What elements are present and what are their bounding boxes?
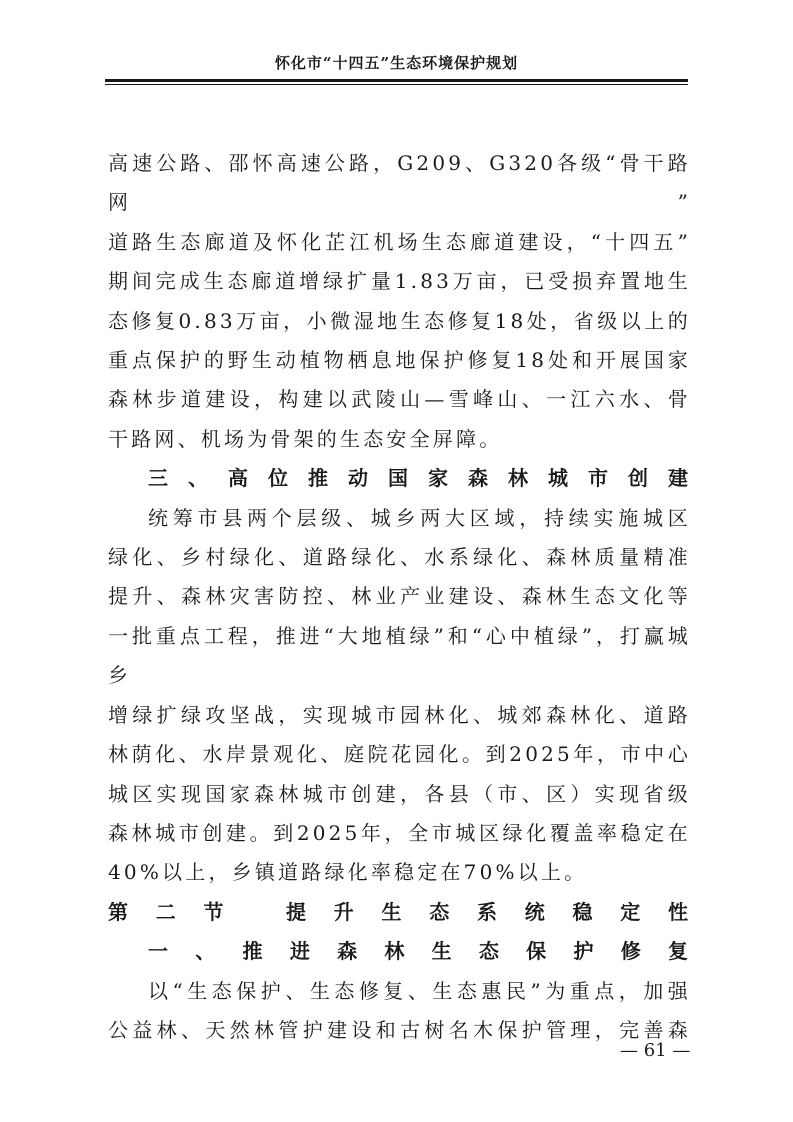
- text-line: 林荫化、水岸景观化、庭院花园化。到2025年，市中心: [108, 742, 691, 767]
- page-number: — 61 —: [620, 1040, 691, 1061]
- text-line: 重点保护的野生动植物栖息地保护修复18处和开展国家: [108, 348, 691, 373]
- text-line: 高速公路、邵怀高速公路，G209、G320各级“骨干路网”: [108, 151, 691, 215]
- running-header: 怀化市“十四五”生态环境保护规划: [274, 54, 519, 72]
- text-line: 提升、森林灾害防控、林业产业建设、森林生态文化等: [108, 584, 691, 609]
- text-line: 增绿扩绿攻坚战，实现城市园林化、城郊森林化、道路: [108, 702, 691, 727]
- text-line: 态修复0.83万亩，小微湿地生态修复18处，省级以上的: [108, 308, 691, 333]
- text-line: 森林步道建设，构建以武陵山—雪峰山、一江六水、骨: [108, 387, 691, 412]
- text-line: 城区实现国家森林城市创建，各县（市、区）实现省级: [108, 781, 691, 806]
- body-text: [108, 144, 691, 1050]
- header-rule-thin: [105, 84, 688, 85]
- text-line: 40%以上，乡镇道路绿化率稳定在70%以上。: [108, 860, 588, 885]
- text-line: 绿化、乡村绿化、道路绿化、水系绿化、森林质量精准: [108, 545, 691, 570]
- subheading: 三、高位推动国家森林城市创建: [148, 466, 691, 491]
- text-line: 统筹市县两个层级、城乡两大区域，持续实施城区: [148, 505, 691, 530]
- text-line: 以“生态保护、生态修复、生态惠民”为重点，加强: [148, 978, 691, 1003]
- text-line: 干路网、机场为骨架的生态安全屏障。: [108, 426, 503, 451]
- text-line: 公益林、天然林管护建设和古树名木保护管理，完善森: [108, 1017, 691, 1042]
- subheading: 一、推进森林生态保护修复: [148, 939, 691, 964]
- text-line: 期间完成生态廊道增绿扩量1.83万亩，已受损弃置地生: [108, 269, 691, 294]
- section-title: 第二节 提升生态系统稳定性: [108, 899, 691, 924]
- text-line: 一批重点工程，推进“大地植绿”和“心中植绿”，打赢城乡: [108, 623, 691, 688]
- header-rule: [105, 79, 688, 82]
- text-line: 森林城市创建。到2025年，全市城区绿化覆盖率稳定在: [108, 820, 691, 845]
- text-line: 道路生态廊道及怀化芷江机场生态廊道建设，“十四五”: [108, 229, 691, 254]
